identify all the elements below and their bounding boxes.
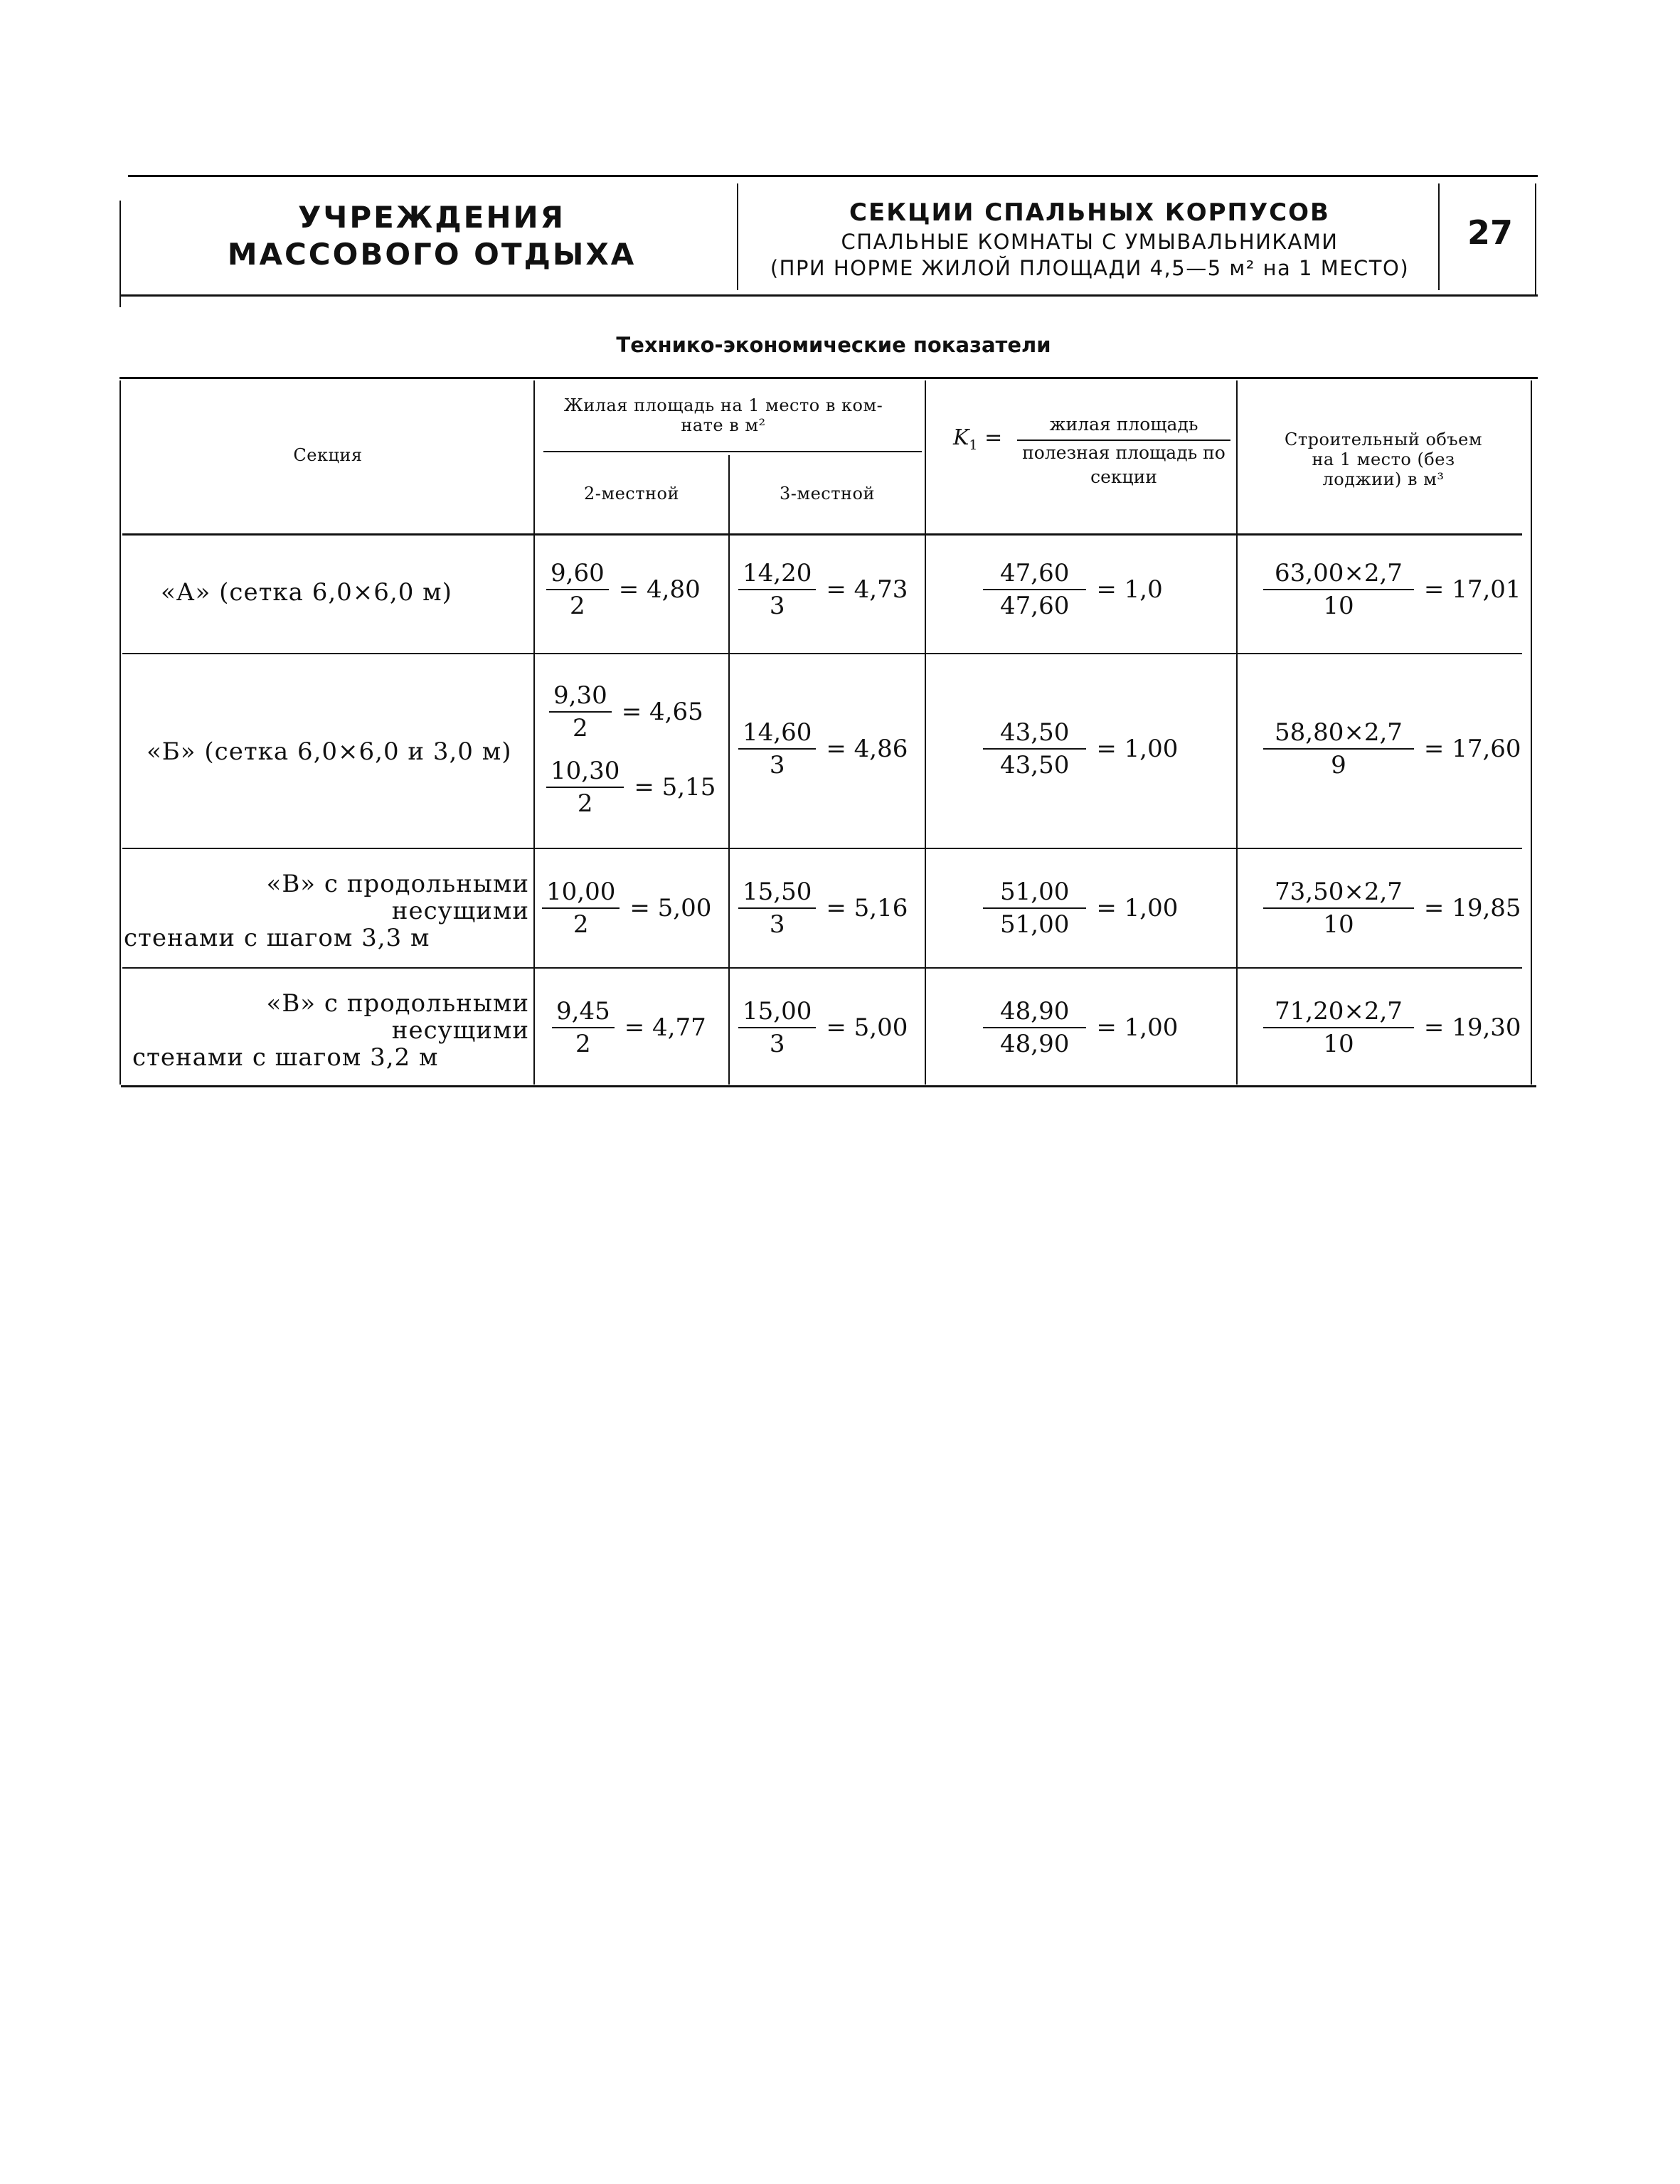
header-title: СЕКЦИИ СПАЛЬНЫХ КОРПУСОВ	[849, 198, 1330, 227]
row-b-three-bed: $\frac{14,60}{3}$ = 4,86	[738, 717, 908, 781]
table-row-rule	[122, 967, 1522, 969]
table-left-border	[119, 380, 121, 1085]
table-top-rule	[119, 377, 1538, 379]
header-divider-left	[119, 201, 121, 307]
column-header-volume: Строительный объем на 1 место (без лоджии) в м³	[1284, 430, 1482, 489]
row-v1-section-line1: «В» с продольными несущими	[266, 870, 529, 925]
k-symbol: $K_1$ =	[953, 425, 1003, 453]
row-b-two-bed-2: $\frac{10,30}{2}$ = 5,15	[546, 755, 716, 819]
row-v2-two-bed: $\frac{9,45}{2}$ = 4,77	[552, 996, 706, 1060]
table-col-rule	[728, 455, 730, 1085]
table-row-rule	[122, 653, 1522, 654]
row-v1-volume: $\frac{73,50\times 2,7}{10}$ = 19,85	[1263, 876, 1521, 940]
header-title-block	[741, 196, 1438, 282]
header-subtitle: СПАЛЬНЫЕ КОМНАТЫ С УМЫВАЛЬНИКАМИ	[841, 230, 1339, 254]
row-v1-section	[124, 870, 529, 952]
k-numerator: жилая площадь	[1017, 412, 1230, 441]
column-header-living-area: Жилая площадь на 1 место в ком-нате в м²	[563, 395, 883, 435]
table-header-rule	[122, 533, 1522, 536]
header-category-line1: УЧРЕЖДЕНИЯ	[298, 200, 565, 235]
row-b-section: «Б» (сетка 6,0×6,0 и 3,0 м)	[147, 737, 512, 766]
row-a-k: $\frac{47,60}{47,60}$ = 1,0	[983, 558, 1163, 622]
row-a-volume: $\frac{63,00\times 2,7}{10}$ = 17,01	[1263, 558, 1521, 622]
header-category-line2: МАССОВОГО ОТДЫХА	[227, 237, 637, 272]
k-denominator: полезная площадь по секции	[1022, 442, 1226, 487]
row-b-two-bed-1: $\frac{9,30}{2}$ = 4,65	[549, 680, 703, 744]
header-subtitle-2: (ПРИ НОРМЕ ЖИЛОЙ ПЛОЩАДИ 4,5—5 м² на 1 МЕСТО)	[770, 256, 1410, 280]
row-a-two-bed: $\frac{9,60}{2}$ = 4,80	[546, 558, 701, 622]
column-header-k-coefficient	[939, 412, 1245, 498]
row-v2-three-bed: $\frac{15,00}{3}$ = 5,00	[738, 996, 908, 1060]
table-subheader-rule	[543, 451, 922, 452]
row-v2-k: $\frac{48,90}{48,90}$ = 1,00	[983, 996, 1178, 1060]
row-b-k: $\frac{43,50}{43,50}$ = 1,00	[983, 717, 1178, 781]
table-col-rule	[925, 380, 926, 1085]
row-v1-three-bed: $\frac{15,50}{3}$ = 5,16	[738, 876, 908, 940]
table-right-border	[1531, 380, 1532, 1085]
row-v2-section-line2: стенами с шагом 3,2 м	[132, 1043, 439, 1072]
row-v2-section-line1: «В» с продольными несущими	[266, 989, 529, 1045]
row-a-three-bed: $\frac{14,20}{3}$ = 4,73	[738, 558, 908, 622]
row-v2-volume: $\frac{71,20\times 2,7}{10}$ = 19,30	[1263, 996, 1521, 1060]
row-v1-k: $\frac{51,00}{51,00}$ = 1,00	[983, 876, 1178, 940]
table-bottom-rule	[121, 1085, 1536, 1087]
row-v2-section	[132, 990, 529, 1071]
column-header-three-bed: 3-местной	[780, 484, 875, 504]
row-a-section: «А» (сетка 6,0×6,0 м)	[161, 578, 452, 607]
header-divider-2	[1438, 183, 1440, 290]
header-top-rule	[128, 175, 1538, 177]
column-header-two-bed: 2-местной	[584, 484, 679, 504]
row-v1-two-bed: $\frac{10,00}{2}$ = 5,00	[542, 876, 711, 940]
header-category	[122, 199, 741, 273]
table-row-rule	[122, 848, 1522, 849]
row-v1-section-line2: стенами с шагом 3,3 м	[124, 924, 430, 952]
document-title: Технико-экономические показатели	[616, 333, 1051, 357]
k-definition	[1017, 412, 1230, 489]
column-header-section: Секция	[293, 445, 363, 465]
row-b-volume: $\frac{58,80\times 2,7}{9}$ = 17,60	[1263, 717, 1521, 781]
header-bottom-rule	[121, 294, 1538, 297]
page-number: 27	[1467, 213, 1513, 252]
